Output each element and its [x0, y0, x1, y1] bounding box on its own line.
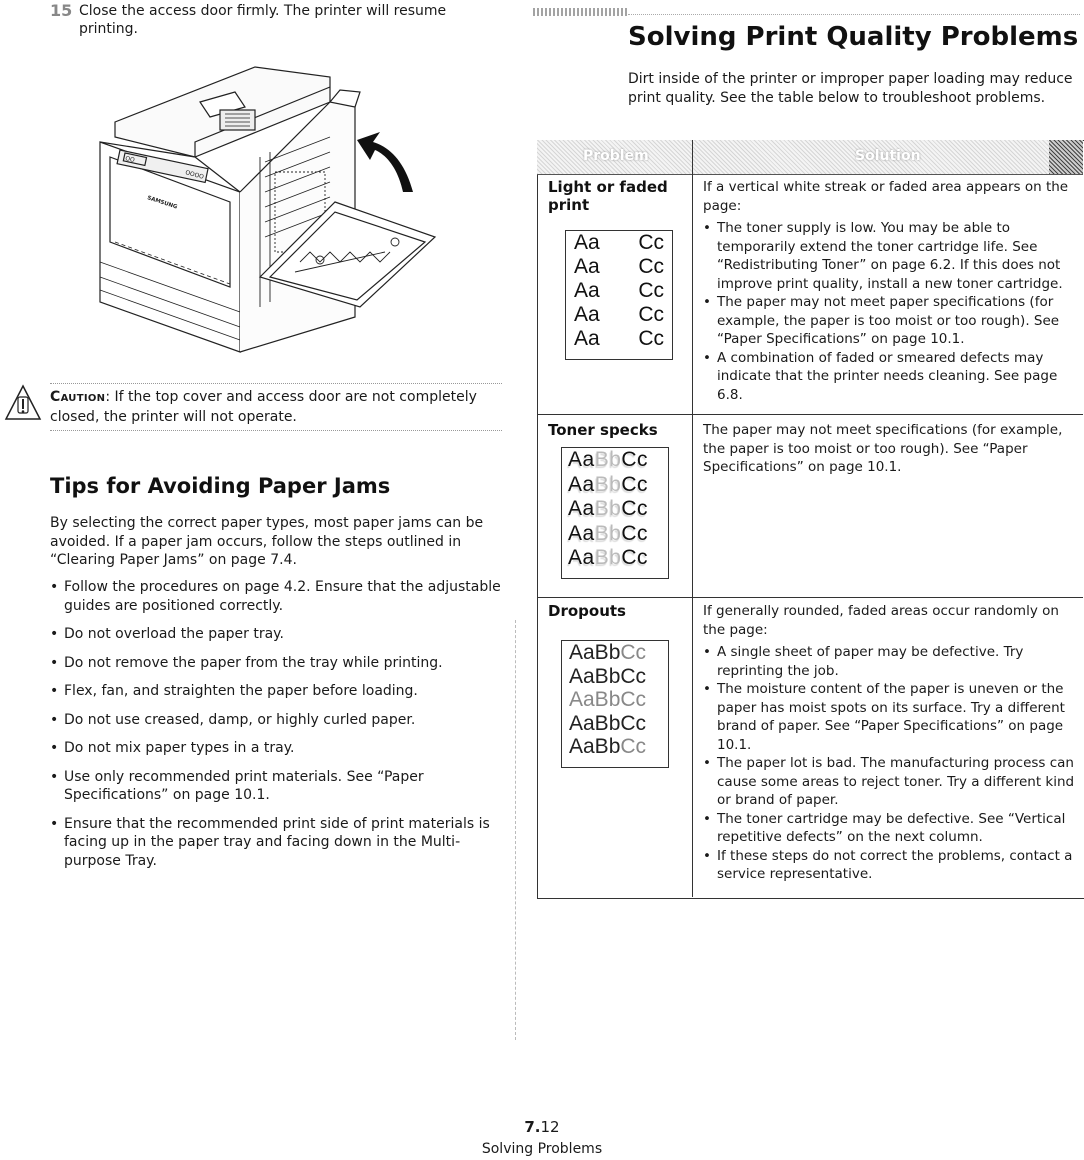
printer-illustration — [95, 62, 440, 360]
section-title: Solving Print Quality Problems — [628, 22, 1079, 52]
solution-lead: If generally rounded, faded areas occur randomly on the page: — [703, 603, 1059, 638]
tips-heading: Tips for Avoiding Paper Jams — [50, 474, 391, 498]
sample-row: Aa Cc — [574, 231, 664, 254]
tips-list — [50, 578, 505, 880]
solution-bullets — [703, 643, 1075, 884]
caution-rule-top — [50, 383, 502, 384]
list-item: • Do not mix paper types in a tray. — [50, 739, 505, 758]
sample-row: Aa Cc — [574, 279, 664, 302]
solution-light-faded — [703, 178, 1075, 404]
list-item: • Do not use creased, damp, or highly curled paper. — [50, 711, 505, 730]
sample-row: AaBbCc — [569, 735, 647, 758]
header-rule — [628, 14, 1080, 15]
step-number: 15 — [50, 1, 73, 20]
column-divider — [515, 620, 516, 1040]
step-text: Close the access door firmly. The printer will resume printing. — [79, 3, 447, 37]
printer-button-text: OOOO — [184, 169, 205, 181]
printer-brand-text: SAMSUNG — [146, 195, 178, 211]
list-item: • Ensure that the recommended print side of print materials is facing up in the paper tray and facing down in the Multi-purpose Tray. — [50, 815, 505, 871]
sample-row: AaBbCc — [568, 472, 649, 496]
list-item: • The paper lot is bad. The manufacturing process can cause some areas to reject toner. Try a different kind or brand of paper. — [703, 754, 1075, 810]
list-item: • If these steps do not correct the problems, contact a service representative. — [703, 847, 1075, 884]
caution-text: : If the top cover and access door are not completely closed, the printer will not operate. — [50, 389, 477, 425]
step-15 — [50, 2, 490, 38]
list-item: • A combination of faded or smeared defects may indicate that the printer needs cleaning. See page 6.8. — [703, 349, 1075, 405]
sample-row: Aa Cc — [574, 303, 664, 326]
problem-toner-specks: Toner specks — [548, 421, 658, 439]
sample-row: AaBbCc — [569, 664, 647, 688]
footer-section: Solving Problems — [481, 1141, 603, 1157]
printer-panel-text: OO — [124, 155, 136, 164]
col-problem-header: Problem — [583, 148, 649, 164]
list-item: • Use only recommended print materials. See “Paper Specifications” on page 10.1. — [50, 768, 505, 805]
solution-dropouts — [703, 602, 1075, 884]
col-solution-header: Solution — [855, 148, 921, 164]
section-intro: Dirt inside of the printer or improper paper loading may reduce print quality. See the table below to troubleshoot problems. — [628, 71, 1073, 106]
caution-note — [50, 387, 505, 427]
header-corner-pattern — [1049, 140, 1083, 174]
caution-icon — [3, 383, 43, 423]
list-item: • Flex, fan, and straighten the paper before loading. — [50, 682, 505, 701]
sample-row: AaBbCc — [568, 448, 649, 471]
caution-label: Caution — [50, 389, 106, 405]
table-row-rule — [537, 414, 1083, 415]
sample-row: AaBbCc — [568, 521, 649, 545]
table-column-rule — [692, 140, 693, 897]
list-item: • The toner supply is low. You may be able to temporarily extend the toner cartridge life. See “Redistributing Toner” on page 6.2. If this does not improve print quality, install a new toner cartridge. — [703, 219, 1075, 293]
list-item: • A single sheet of paper may be defective. Try reprinting the job. — [703, 643, 1075, 680]
list-item: • The moisture content of the paper is uneven or the paper has moist spots on its surface. Try a different brand of paper. See “Paper Specifications” on page 10.1. — [703, 680, 1075, 754]
list-item: • Do not overload the paper tray. — [50, 625, 505, 644]
list-item: • Follow the procedures on page 4.2. Ensure that the adjustable guides are positioned correctly. — [50, 578, 505, 615]
solution-toner-specks — [703, 421, 1075, 477]
header-pattern — [533, 8, 628, 16]
sample-dropouts — [561, 640, 669, 768]
sample-row: Aa Cc — [574, 255, 664, 278]
sample-light-faded — [565, 230, 673, 360]
problem-dropouts: Dropouts — [548, 602, 626, 620]
table-header — [537, 140, 1083, 175]
sample-toner-specks — [561, 447, 669, 579]
list-item: • The toner cartridge may be defective. See “Vertical repetitive defects” on the next column. — [703, 810, 1075, 847]
page-number — [0, 1118, 1084, 1136]
caution-rule-bottom — [50, 430, 502, 431]
chapter-number: 7. — [524, 1118, 541, 1136]
sample-row: AaBbCc — [568, 546, 649, 569]
sample-row: Aa Cc — [574, 327, 664, 350]
sample-row: AaBbCc — [568, 497, 649, 520]
table-row-rule — [537, 597, 1083, 598]
sample-row: AaBbCc — [569, 688, 647, 711]
sample-row: AaBbCc — [569, 641, 647, 664]
problem-light-faded: Light or faded print — [548, 178, 668, 214]
list-item: • The paper may not meet paper specifications (for example, the paper is too moist or too rough). See “Paper Specifications” on page 10.1. — [703, 293, 1075, 349]
tips-intro: By selecting the correct paper types, most paper jams can be avoided. If a paper jam occurs, follow the steps outlined in “Clearing Paper Jams” on page 7.4. — [50, 515, 484, 568]
sample-row: AaBbCc — [569, 711, 647, 735]
list-item: • Do not remove the paper from the tray while printing. — [50, 654, 505, 673]
solution-lead: If a vertical white streak or faded area appears on the page: — [703, 179, 1069, 214]
solution-bullets — [703, 219, 1075, 404]
solution-lead: The paper may not meet specifications (for example, the paper is too moist or too rough). See “Paper Specifications” on page 10.1. — [703, 422, 1063, 475]
page-index: 12 — [540, 1118, 560, 1136]
